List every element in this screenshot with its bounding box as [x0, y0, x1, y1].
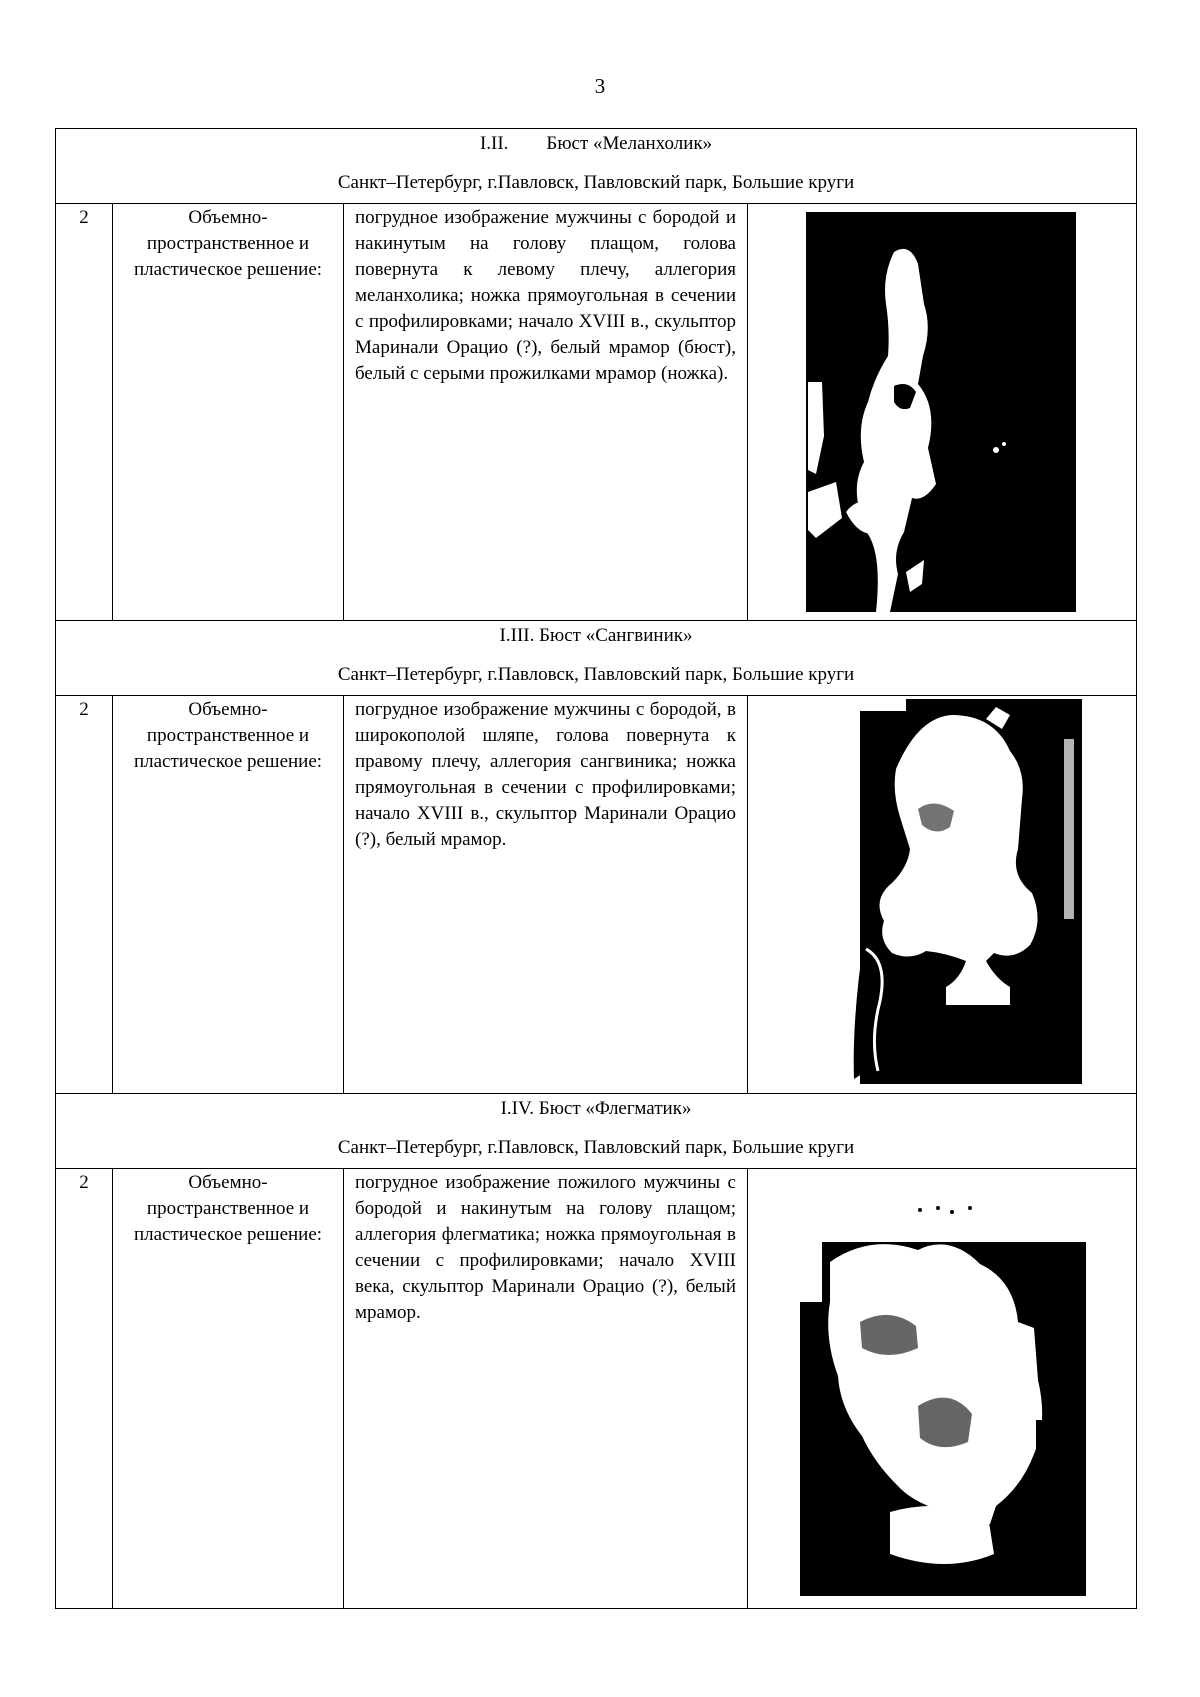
- section-header-sanguine: [56, 621, 1137, 696]
- section-header-phlegmatic: [56, 1094, 1137, 1169]
- section-title: I.III. Бюст «Сангвиник»: [499, 625, 693, 646]
- row-number: 2: [56, 204, 113, 621]
- image-cell: [748, 1169, 1137, 1609]
- row-label: Объемно-пространственное и пластическое решение:: [113, 696, 344, 1094]
- table-row: [56, 696, 1137, 1094]
- bust-melancholic-photo: [806, 212, 1076, 612]
- section-title: I.IV. Бюст «Флегматик»: [500, 1098, 692, 1119]
- row-label: Объемно-пространственное и пластическое решение:: [113, 1169, 344, 1609]
- row-description: погрудное изображение пожилого мужчины с бородой и накинутым на голову плащом; аллегория флегматика; ножка прямоугольная в сечении с профилировками; начало XVIII века, скульптор Маринали Орацио (?), белый мрамор.: [344, 1169, 748, 1609]
- monument-table: [55, 128, 1137, 1609]
- table-row: [56, 204, 1137, 621]
- bust-phlegmatic-photo: [800, 1172, 1086, 1596]
- row-description: погрудное изображение мужчины с бородой, в широкополой шляпе, голова повернута к правому плечу, аллегория сангвиника; ножка прямоугольная в сечении с профилировками; начало XVIII в., скульптор Маринали Орацио (?), белый мрамор.: [344, 696, 748, 1094]
- row-label: Объемно-пространственное и пластическое решение:: [113, 204, 344, 621]
- section-location: Санкт–Петербург, г.Павловск, Павловский парк, Большие круги: [337, 1137, 855, 1158]
- page-number: 3: [594, 74, 606, 98]
- bust-sanguine-photo: [796, 699, 1082, 1084]
- section-location: Санкт–Петербург, г.Павловск, Павловский парк, Большие круги: [337, 172, 855, 193]
- section-location: Санкт–Петербург, г.Павловск, Павловский парк, Большие круги: [337, 664, 855, 685]
- image-cell: [748, 696, 1137, 1094]
- image-cell: [748, 204, 1137, 621]
- section-title: I.II. Бюст «Меланхолик»: [479, 133, 713, 154]
- section-header-melancholic: [56, 129, 1137, 204]
- row-number: 2: [56, 1169, 113, 1609]
- row-number: 2: [56, 696, 113, 1094]
- table-row: [56, 1169, 1137, 1609]
- row-description: погрудное изображение мужчины с бородой и накинутым на голову плащом, голова повернута к левому плечу, аллегория меланхолика; ножка прямоугольная в сечении с профилировками; начало XVIII в., скульптор Маринали Орацио (?), белый мрамор (бюст), белый с серыми прожилками мрамор (ножка).: [344, 204, 748, 621]
